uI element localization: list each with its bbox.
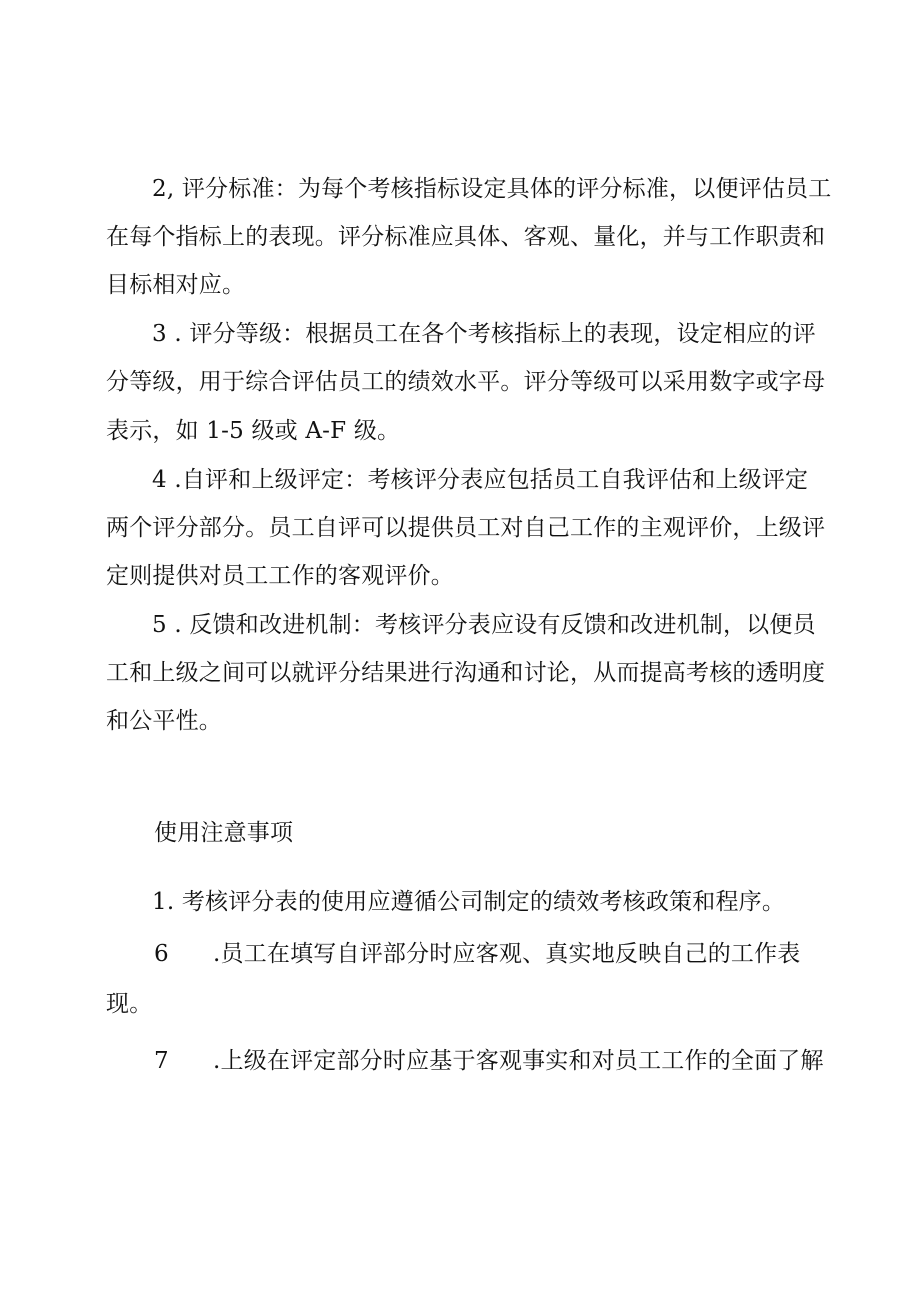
notes-item-7-number: 7 xyxy=(154,1048,169,1074)
criteria-item-4-line-2: 两个评分部分。员工自评可以提供员工对自己工作的主观评价，上级评 xyxy=(106,515,826,541)
notes-item-7-line-1: .上级在评定部分时应基于客观事实和对员工工作的全面了解 xyxy=(213,1048,824,1074)
notes-item-6-number: 6 xyxy=(154,941,169,967)
criteria-item-2-line-2: 在每个指标上的表现。评分标准应具体、客观、量化，并与工作职责和 xyxy=(106,224,826,250)
criteria-item-3-line-1: 3 . 评分等级：根据员工在各个考核指标上的表现，设定相应的评 xyxy=(152,321,816,347)
criteria-item-5-line-1: 5 . 反馈和改进机制：考核评分表应设有反馈和改进机制，以便员 xyxy=(152,612,816,638)
criteria-item-2-line-1: 2, 评分标准：为每个考核指标设定具体的评分标准，以便评估员工 xyxy=(152,176,832,202)
notes-item-6-line-2: 现。 xyxy=(106,991,153,1017)
criteria-item-2-line-3: 目标相对应。 xyxy=(106,272,246,298)
criteria-item-3-line-3: 表示，如 1-5 级或 A-F 级。 xyxy=(106,418,401,444)
criteria-item-5-line-3: 和公平性。 xyxy=(106,708,222,734)
criteria-item-4-line-1: 4 .自评和上级评定：考核评分表应包括员工自我评估和上级评定 xyxy=(152,467,809,493)
criteria-item-3-line-2: 分等级，用于综合评估员工的绩效水平。评分等级可以采用数字或字母 xyxy=(106,369,826,395)
notes-heading: 使用注意事项 xyxy=(154,820,294,846)
criteria-item-5-line-2: 工和上级之间可以就评分结果进行沟通和讨论，从而提高考核的透明度 xyxy=(106,660,826,686)
notes-item-1: 1. 考核评分表的使用应遵循公司制定的绩效考核政策和程序。 xyxy=(152,889,786,915)
criteria-item-4-line-3: 定则提供对员工工作的客观评价。 xyxy=(106,563,454,589)
notes-item-6-line-1: .员工在填写自评部分时应客观、真实地反映自己的工作表 xyxy=(213,941,801,967)
